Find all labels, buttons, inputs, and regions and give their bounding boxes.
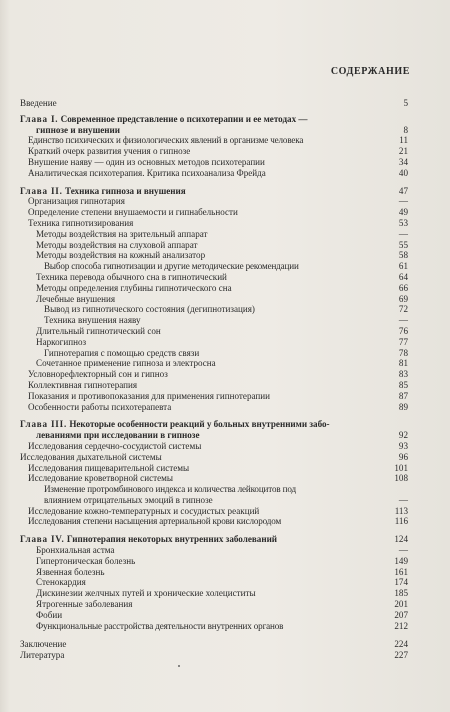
toc-entry <box>20 577 408 588</box>
toc-entry-title <box>36 358 216 369</box>
toc-entry-title <box>28 463 189 474</box>
toc-page-number: 207 <box>394 609 408 620</box>
entry-text: Современное представление о психотерапии и ее методах — <box>60 113 308 124</box>
entry-text: Единство психических и физиологических явлений в организме человека <box>28 135 304 146</box>
entry-text: Длительный гипнотический сон <box>36 325 161 336</box>
toc-entry <box>20 639 408 650</box>
toc-page-number: 58 <box>398 250 408 261</box>
toc-entry <box>20 506 408 517</box>
entry-text: Техника гипнотизирования <box>28 217 134 228</box>
toc-entry-title <box>20 650 64 661</box>
toc-page-number: 8 <box>403 124 408 135</box>
toc-entry-title <box>36 250 205 261</box>
entry-text: Методы определения глубины гипнотического сна <box>36 282 232 293</box>
toc-entry <box>20 283 408 294</box>
toc-entry <box>20 650 408 661</box>
chapter-label: Глава III. <box>20 419 68 430</box>
toc-entry-title <box>28 473 173 484</box>
toc-page-number: 108 <box>394 473 408 484</box>
entry-text: Техника внушения наяву <box>44 315 141 326</box>
toc-page-number: 61 <box>398 261 408 272</box>
toc-entry-title <box>44 495 213 506</box>
toc-entry-title <box>36 545 115 556</box>
toc-page-number: 49 <box>398 207 408 218</box>
entry-text: Ятрогенные заболевания <box>36 599 133 610</box>
toc-entry-title <box>36 567 105 578</box>
toc-entry-title <box>20 114 308 125</box>
toc-page-number: 85 <box>398 379 408 390</box>
toc-entry <box>20 207 408 218</box>
toc-page-number: 113 <box>394 505 408 516</box>
toc-entry-title <box>36 229 208 240</box>
toc-entry-title <box>44 304 255 315</box>
toc-chapter-entry <box>20 114 408 125</box>
toc-entry-title <box>36 430 199 441</box>
toc-entry-title <box>28 207 238 218</box>
toc-entry-title <box>28 391 270 402</box>
entry-text: Организация гипнотария <box>28 196 125 207</box>
entry-text: Методы воздействия на слуховой аппарат <box>36 239 198 250</box>
toc-entry <box>20 294 408 305</box>
toc-entry-title <box>28 369 168 380</box>
toc-page-number: 124 <box>394 534 408 545</box>
toc-entry <box>20 441 408 452</box>
toc-entry <box>20 196 408 207</box>
entry-text: Функциональные расстройства деятельности внутренних органов <box>36 620 284 631</box>
toc-entry <box>20 157 408 168</box>
toc-entry <box>20 315 408 326</box>
toc-entry-title <box>28 168 266 179</box>
toc-entry-title <box>28 146 190 157</box>
toc-entry <box>20 391 408 402</box>
entry-text: Внушение наяву — один из основных методов психотерапии <box>28 156 265 167</box>
toc-page-number: 66 <box>398 282 408 293</box>
toc-entry-title <box>44 315 141 326</box>
toc-page-number: 227 <box>394 650 408 661</box>
entry-text: Исследование кроветворной системы <box>28 473 173 484</box>
toc-page-number: 69 <box>398 293 408 304</box>
toc-page-number: — <box>398 545 408 556</box>
toc-page-number: 76 <box>398 325 408 336</box>
entry-text: Стенокардия <box>36 577 86 588</box>
toc-page-number: 78 <box>398 347 408 358</box>
entry-text: Исследования пищеварительной системы <box>28 462 190 473</box>
toc-page-number: 83 <box>398 369 408 380</box>
toc-page-number: 101 <box>394 462 408 473</box>
toc-entry <box>20 402 408 413</box>
toc-entry <box>20 135 408 146</box>
toc-entry-title <box>36 337 86 348</box>
toc-chapter-entry <box>20 419 408 430</box>
toc-page-number: 92 <box>398 430 408 441</box>
entry-text: Техника гипноза и внушения <box>64 185 186 196</box>
toc-entry <box>20 484 408 495</box>
toc-page-number: 116 <box>394 516 408 527</box>
toc-entry <box>20 463 408 474</box>
toc-entry <box>20 588 408 599</box>
toc-page-number: 174 <box>394 577 408 588</box>
entry-text: Аналитическая психотерапия. Критика психоанализа Фрейда <box>28 167 266 178</box>
toc-entry-title <box>20 186 186 197</box>
toc-entry-title <box>36 240 197 251</box>
toc-entry-title <box>28 516 281 527</box>
entry-text: Гипнотерапия некоторых внутренних заболеваний <box>66 534 278 545</box>
toc-entry-title <box>28 218 133 229</box>
toc-entry <box>20 337 408 348</box>
toc-page-number: 5 <box>403 98 408 108</box>
toc-page-number: 149 <box>394 555 408 566</box>
entry-text: Фобии <box>36 609 63 620</box>
entry-text: Литература <box>20 650 65 661</box>
toc-entry-title <box>28 441 201 452</box>
toc-entry-title <box>44 484 296 495</box>
entry-text: Техника перевода обычного сна в гипнотический <box>36 271 227 282</box>
toc-entry <box>20 516 408 527</box>
entry-text: Определение степени внушаемости и гипнабельности <box>28 207 238 218</box>
toc-entry <box>20 495 408 506</box>
entry-text: Коллективная гипнотерапия <box>28 379 138 390</box>
print-speck <box>178 665 180 667</box>
toc-entry <box>20 610 408 621</box>
toc-page-number: 77 <box>398 336 408 347</box>
toc-entry <box>20 98 408 109</box>
toc-entry <box>20 146 408 157</box>
toc-entry-title <box>20 419 330 430</box>
toc-page-number: 224 <box>394 639 408 650</box>
entry-text: Исследования степени насыщения артериальной крови кислородом <box>28 516 282 527</box>
toc-entry <box>20 380 408 391</box>
toc-entry-title <box>36 577 86 588</box>
toc-entry <box>20 452 408 463</box>
toc-page-number: 93 <box>398 440 408 451</box>
toc-entry-title <box>28 157 265 168</box>
entry-text: Исследование кожно-температурных и сосудистых реакций <box>28 505 260 516</box>
toc-entry <box>20 240 408 251</box>
entry-text: Гипертоническая болезнь <box>36 555 136 566</box>
entry-text: Вывод из гипнотического состояния (дегипнотизация) <box>44 304 255 315</box>
toc-page-number: 96 <box>398 451 408 462</box>
chapter-label: Глава IV. <box>20 534 65 545</box>
toc-entry-title <box>36 283 232 294</box>
toc-page-number: — <box>398 196 408 207</box>
entry-text: леваниями при исследовании в гипнозе <box>36 430 200 441</box>
toc-page-number: 34 <box>398 156 408 167</box>
toc-page-number: 185 <box>394 588 408 599</box>
entry-text: Некоторые особенности реакций у больных внутренними забо- <box>69 419 330 430</box>
entry-text: Методы воздействия на зрительный аппарат <box>36 228 208 239</box>
entry-text: Методы воздействия на кожный анализатор <box>36 250 206 261</box>
toc-entry <box>20 168 408 179</box>
toc-page-number: 89 <box>398 401 408 412</box>
entry-text: Язвенная болезнь <box>36 566 105 577</box>
toc-entry <box>20 545 408 556</box>
entry-text: Краткий очерк развития учения о гипнозе <box>28 146 191 157</box>
toc-entry <box>20 218 408 229</box>
toc-entry <box>20 567 408 578</box>
entry-text: Сочетанное применение гипноза и электросна <box>36 358 216 369</box>
toc-page-number: 72 <box>398 304 408 315</box>
toc-page-number: 81 <box>398 358 408 369</box>
toc-entry <box>20 556 408 567</box>
toc-entry-title <box>36 599 132 610</box>
toc-entry <box>20 229 408 240</box>
toc-entry <box>20 430 408 441</box>
entry-text: Исследования дыхательной системы <box>20 451 162 462</box>
entry-text: Изменение протромбинового индекса и количества лейкоцитов под <box>44 484 296 495</box>
toc-page-number: 201 <box>394 599 408 610</box>
toc-page-number: 53 <box>398 217 408 228</box>
toc-entry-title <box>44 348 199 359</box>
toc-entry <box>20 348 408 359</box>
toc-entry <box>20 125 408 136</box>
contents-heading: СОДЕРЖАНИЕ <box>330 66 410 77</box>
entry-text: Лечебные внушения <box>36 293 116 304</box>
toc-page-number: 55 <box>398 239 408 250</box>
toc-entry-title <box>28 196 125 207</box>
toc-entry-title <box>36 326 161 337</box>
toc-page-number: — <box>398 228 408 239</box>
chapter-label: Глава II. <box>20 185 63 196</box>
toc-entry <box>20 621 408 632</box>
entry-text: Введение <box>20 98 57 108</box>
entry-text: Гипнотерапия с помощью средств связи <box>44 347 200 358</box>
entry-text: влиянием отрицательных эмоций в гипнозе <box>44 494 213 505</box>
entry-text: Особенности работы психотерапевта <box>28 401 172 412</box>
toc-entry-title <box>20 639 66 650</box>
toc-entry <box>20 369 408 380</box>
toc-page-number: — <box>398 315 408 326</box>
toc-page-number: 161 <box>394 566 408 577</box>
entry-text: Заключение <box>20 639 67 650</box>
chapter-label: Глава I. <box>20 113 59 124</box>
toc-entry <box>20 272 408 283</box>
toc-entry-title <box>36 125 120 136</box>
entry-text: Исследования сердечно-сосудистой системы <box>28 440 202 451</box>
toc-entry <box>20 599 408 610</box>
toc-entry-title <box>36 610 62 621</box>
entry-text: Условнорефлекторный сон и гипноз <box>28 369 168 380</box>
toc-chapter-entry <box>20 186 408 197</box>
toc-entry-title <box>36 556 135 567</box>
entry-text: Дискинезии желчных путей и хронические холециститы <box>36 588 256 599</box>
toc-entry <box>20 473 408 484</box>
toc-entry-title <box>28 506 259 517</box>
toc-entry-title <box>36 588 256 599</box>
toc-page-number: 21 <box>398 146 408 157</box>
toc-entry <box>20 358 408 369</box>
toc-entry <box>20 250 408 261</box>
toc-entry <box>20 261 408 272</box>
toc-entry-title <box>28 402 171 413</box>
entry-text: Наркогипноз <box>36 336 87 347</box>
entry-text: Бронхиальная астма <box>36 545 115 556</box>
toc-entry-title <box>28 380 137 391</box>
table-of-contents <box>20 98 408 661</box>
toc-entry-title <box>36 272 227 283</box>
toc-entry-title <box>44 261 299 272</box>
toc-page-number: 87 <box>398 390 408 401</box>
toc-page-number: 212 <box>394 620 408 631</box>
entry-text: Показания и противопоказания для применения гипнотерапии <box>28 390 271 401</box>
toc-entry <box>20 304 408 315</box>
toc-page-number: 64 <box>398 271 408 282</box>
toc-chapter-entry <box>20 534 408 545</box>
toc-page-number: 47 <box>398 185 408 196</box>
toc-entry-title <box>20 534 277 545</box>
toc-entry-title <box>20 452 162 463</box>
toc-page-number: 40 <box>398 167 408 178</box>
toc-entry-title <box>28 135 303 146</box>
toc-entry-title <box>36 621 283 632</box>
toc-page-number: — <box>398 494 408 505</box>
entry-text: Выбор способа гипнотизации и другие методические рекомендации <box>44 261 299 272</box>
entry-text: гипнозе и внушении <box>36 124 121 135</box>
toc-entry <box>20 326 408 337</box>
toc-entry-title <box>20 98 57 109</box>
toc-page-number: 11 <box>399 135 408 146</box>
toc-entry-title <box>36 294 115 305</box>
